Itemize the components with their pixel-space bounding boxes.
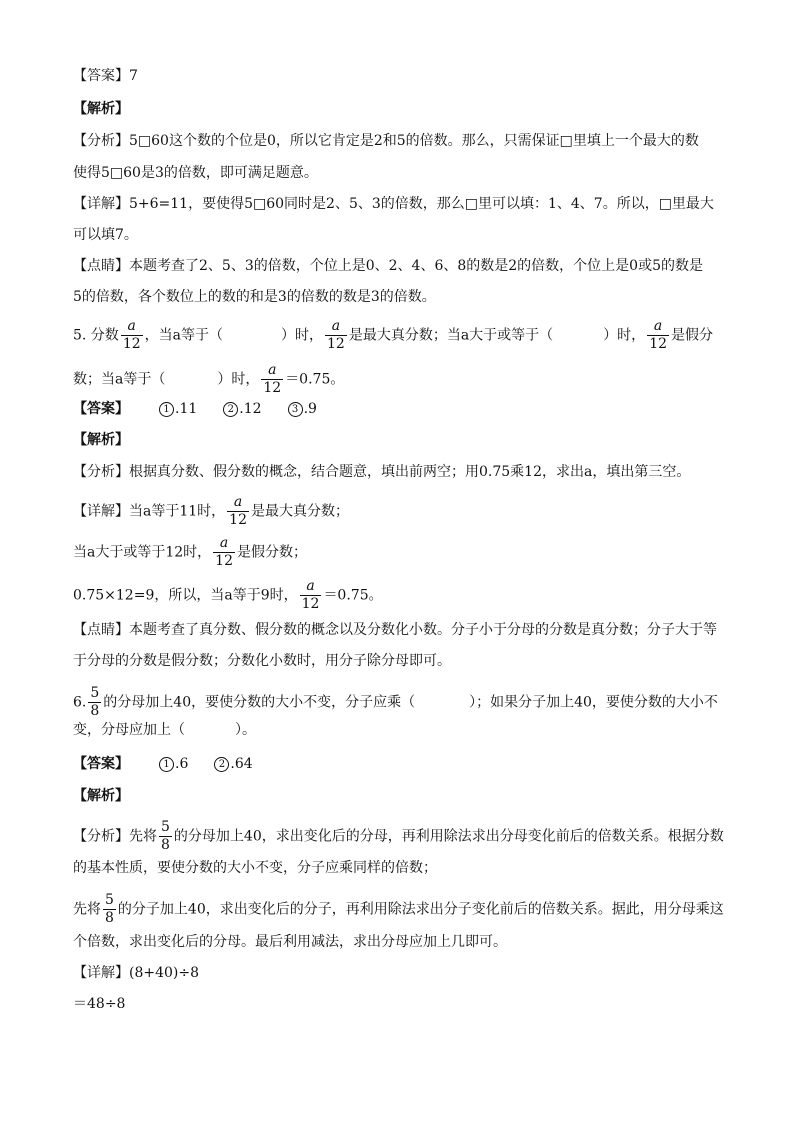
q6-fenxi-line-3 bbox=[73, 892, 724, 927]
frac-numerator: 5 bbox=[90, 685, 100, 701]
frac-denominator: 8 bbox=[105, 910, 114, 926]
q5-stem2-a: 数；当a等于（ bbox=[73, 371, 166, 388]
fraction-a-over-12 bbox=[261, 362, 283, 397]
q4-xiangjie-line-1: 【详解】5+6=11，要使得5□60同时是2、5、3的倍数，那么□里可以填：1、4、7。所以，□里最大 bbox=[73, 196, 714, 212]
frac-numerator: a bbox=[300, 578, 322, 596]
q5-stem-a: 5. 分数 bbox=[73, 327, 119, 344]
q6-fenxi-1a: 【分析】先将 bbox=[73, 828, 157, 845]
frac-denominator: 12 bbox=[301, 596, 320, 612]
q5-stem2-b: ）时， bbox=[217, 371, 260, 388]
frac-numerator: a bbox=[325, 318, 347, 336]
q5-xiangjie-3a: 0.75×12=9，所以，当a等于9时， bbox=[73, 587, 298, 604]
q6-stem-line-2 bbox=[73, 720, 256, 740]
frac-denominator: 8 bbox=[161, 837, 170, 853]
frac-numerator: a bbox=[647, 318, 669, 336]
q5-stem-c: ）时， bbox=[281, 327, 323, 344]
q5-xiangjie-1a: 【详解】当a等于11时， bbox=[73, 503, 226, 520]
q6-stem-a: 的分母加上40，要使分数的大小不变，分子应乘（ bbox=[103, 694, 416, 711]
q5-stem2-c: ＝0.75。 bbox=[285, 371, 345, 388]
q6-answer-line: 【答案】 1 .6 2 .64 bbox=[73, 756, 253, 772]
fraction-a-over-12 bbox=[213, 535, 235, 570]
frac-numerator: a bbox=[261, 362, 283, 380]
q4-analysis-label: 【解析】 bbox=[73, 101, 129, 117]
q6-fenxi-line-1 bbox=[73, 819, 724, 854]
q6-fenxi-3a: 先将 bbox=[73, 901, 101, 918]
q5-answer-label: 【答案】 bbox=[73, 401, 129, 417]
frac-denominator: 12 bbox=[122, 336, 141, 352]
q6-fenxi-1b: 的分母加上40，求出变化后的分母，再利用除法求出分母变化前后的倍数关系。根据分数 bbox=[173, 828, 724, 845]
frac-denominator: 12 bbox=[263, 380, 282, 396]
fraction-a-over-12 bbox=[300, 578, 322, 613]
q5-xiangjie-3b: ＝0.75。 bbox=[323, 587, 383, 604]
q5-xiangjie-2b: 是假分数； bbox=[237, 544, 307, 561]
q5-stem-f: 是假分 bbox=[671, 327, 714, 344]
q5-analysis-text: 解析 bbox=[87, 432, 115, 448]
q5-fenxi: 【分析】根据真分数、假分数的概念，结合题意，填出前两空；用0.75乘12，求出a，填出第三空。 bbox=[73, 464, 691, 480]
q6-stem-b: ）；如果分子加上40，要使分数的大小不 bbox=[469, 694, 718, 711]
frac-denominator: 12 bbox=[649, 336, 668, 352]
q4-dianjing-line-1: 【点睛】本题考查了2、5、3的倍数，个位上是0、2、4、6、8的数是2的倍数，个位上是0或5的数是 bbox=[73, 258, 703, 274]
q6-stem-line-1 bbox=[73, 685, 718, 720]
frac-numerator: 5 bbox=[161, 819, 170, 835]
fraction-a-over-12 bbox=[325, 318, 347, 353]
q5-answer-1: 11 bbox=[179, 401, 198, 417]
q5-xiangjie-1b: 是最大真分数； bbox=[251, 503, 349, 520]
frac-numerator: a bbox=[227, 494, 249, 512]
q5-xiangjie-line-1 bbox=[73, 494, 349, 529]
q6-xiangjie-line-2: ＝48÷8 bbox=[73, 996, 126, 1012]
circled-number-2: 2 bbox=[214, 757, 229, 772]
q6-stem2-end: ）。 bbox=[235, 722, 256, 738]
q5-stem-e: ）时， bbox=[603, 327, 646, 344]
q4-fenxi-line-1: 【分析】5□60这个数的个位是0，所以它肯定是2和5的倍数。那么，只需保证□里填上一个最大的数 bbox=[73, 133, 699, 149]
q6-answer-2: 64 bbox=[234, 756, 253, 772]
frac-denominator: 8 bbox=[90, 703, 100, 719]
q5-answer-2: 12 bbox=[243, 401, 262, 417]
q5-xiangjie-line-2 bbox=[73, 535, 307, 570]
q5-stem-d: 是最大真分数；当a大于或等于（ bbox=[348, 327, 554, 344]
q6-fenxi-3b: 的分子加上40，求出变化后的分子，再利用除法求出分子变化前后的倍数关系。据此，用分母乘这 bbox=[117, 901, 724, 918]
q6-analysis-text: 解析 bbox=[87, 788, 115, 804]
q6-answer-1: 6 bbox=[179, 756, 189, 772]
q6-analysis-label: 【解析】 bbox=[73, 788, 129, 804]
q5-xiangjie-line-3 bbox=[73, 578, 383, 613]
fraction-a-over-12 bbox=[121, 318, 143, 353]
q4-fenxi-line-2: 使得5□60是3的倍数，即可满足题意。 bbox=[73, 165, 318, 181]
fraction-a-over-12 bbox=[227, 494, 249, 529]
frac-numerator: a bbox=[121, 318, 143, 336]
q5-stem-line-1 bbox=[73, 318, 713, 353]
frac-denominator: 12 bbox=[229, 512, 247, 528]
circled-number-3: 3 bbox=[288, 402, 303, 417]
q5-stem-line-2 bbox=[73, 362, 344, 397]
q5-answer-3: 9 bbox=[308, 401, 317, 417]
q6-answer-label: 【答案】 bbox=[73, 756, 129, 772]
q4-xiangjie-line-2: 可以填7。 bbox=[73, 227, 138, 243]
q5-analysis-label: 【解析】 bbox=[73, 432, 129, 448]
q6-number: 6. bbox=[73, 694, 87, 711]
frac-numerator: a bbox=[213, 535, 235, 553]
circled-number-2: 2 bbox=[223, 402, 238, 417]
q4-analysis-text: 解析 bbox=[87, 101, 115, 117]
q5-dianjing-line-2: 于分母的分数是假分数；分数化小数时，用分子除分母即可。 bbox=[73, 653, 451, 669]
q5-stem-b: ，当a等于（ bbox=[144, 327, 223, 344]
q6-stem2: 变，分母应加上（ bbox=[73, 722, 185, 738]
q5-dianjing-line-1: 【点睛】本题考查了真分数、假分数的概念以及分数化小数。分子小于分母的分数是真分数；分子大于等 bbox=[73, 622, 717, 638]
fraction-5-over-8 bbox=[88, 685, 101, 720]
circled-number-1: 1 bbox=[159, 757, 174, 772]
circled-number-1: 1 bbox=[159, 402, 174, 417]
q6-xiangjie-line-1: 【详解】(8+40)÷8 bbox=[73, 965, 200, 981]
fraction-5-over-8 bbox=[103, 892, 116, 927]
fraction-5-over-8 bbox=[159, 819, 172, 854]
fraction-a-over-12 bbox=[647, 318, 669, 353]
q5-answer-line: 【答案】 1 .11 2 .12 3 .9 bbox=[73, 401, 317, 417]
q4-dianjing-line-2: 5的倍数，各个数位上的数的和是3的倍数的数是3的倍数。 bbox=[73, 289, 436, 305]
q5-xiangjie-2a: 当a大于或等于12时， bbox=[73, 544, 212, 561]
q6-fenxi-line-4: 个倍数，求出变化后的分母。最后利用减法，求出分母应加上几即可。 bbox=[73, 934, 507, 950]
q6-fenxi-line-2: 的基本性质，要使分数的大小不变，分子应乘同样的倍数； bbox=[73, 860, 437, 876]
frac-numerator: 5 bbox=[105, 892, 114, 908]
frac-denominator: 12 bbox=[215, 553, 233, 569]
frac-denominator: 12 bbox=[327, 336, 345, 352]
q4-answer: 【答案】7 bbox=[73, 68, 138, 84]
